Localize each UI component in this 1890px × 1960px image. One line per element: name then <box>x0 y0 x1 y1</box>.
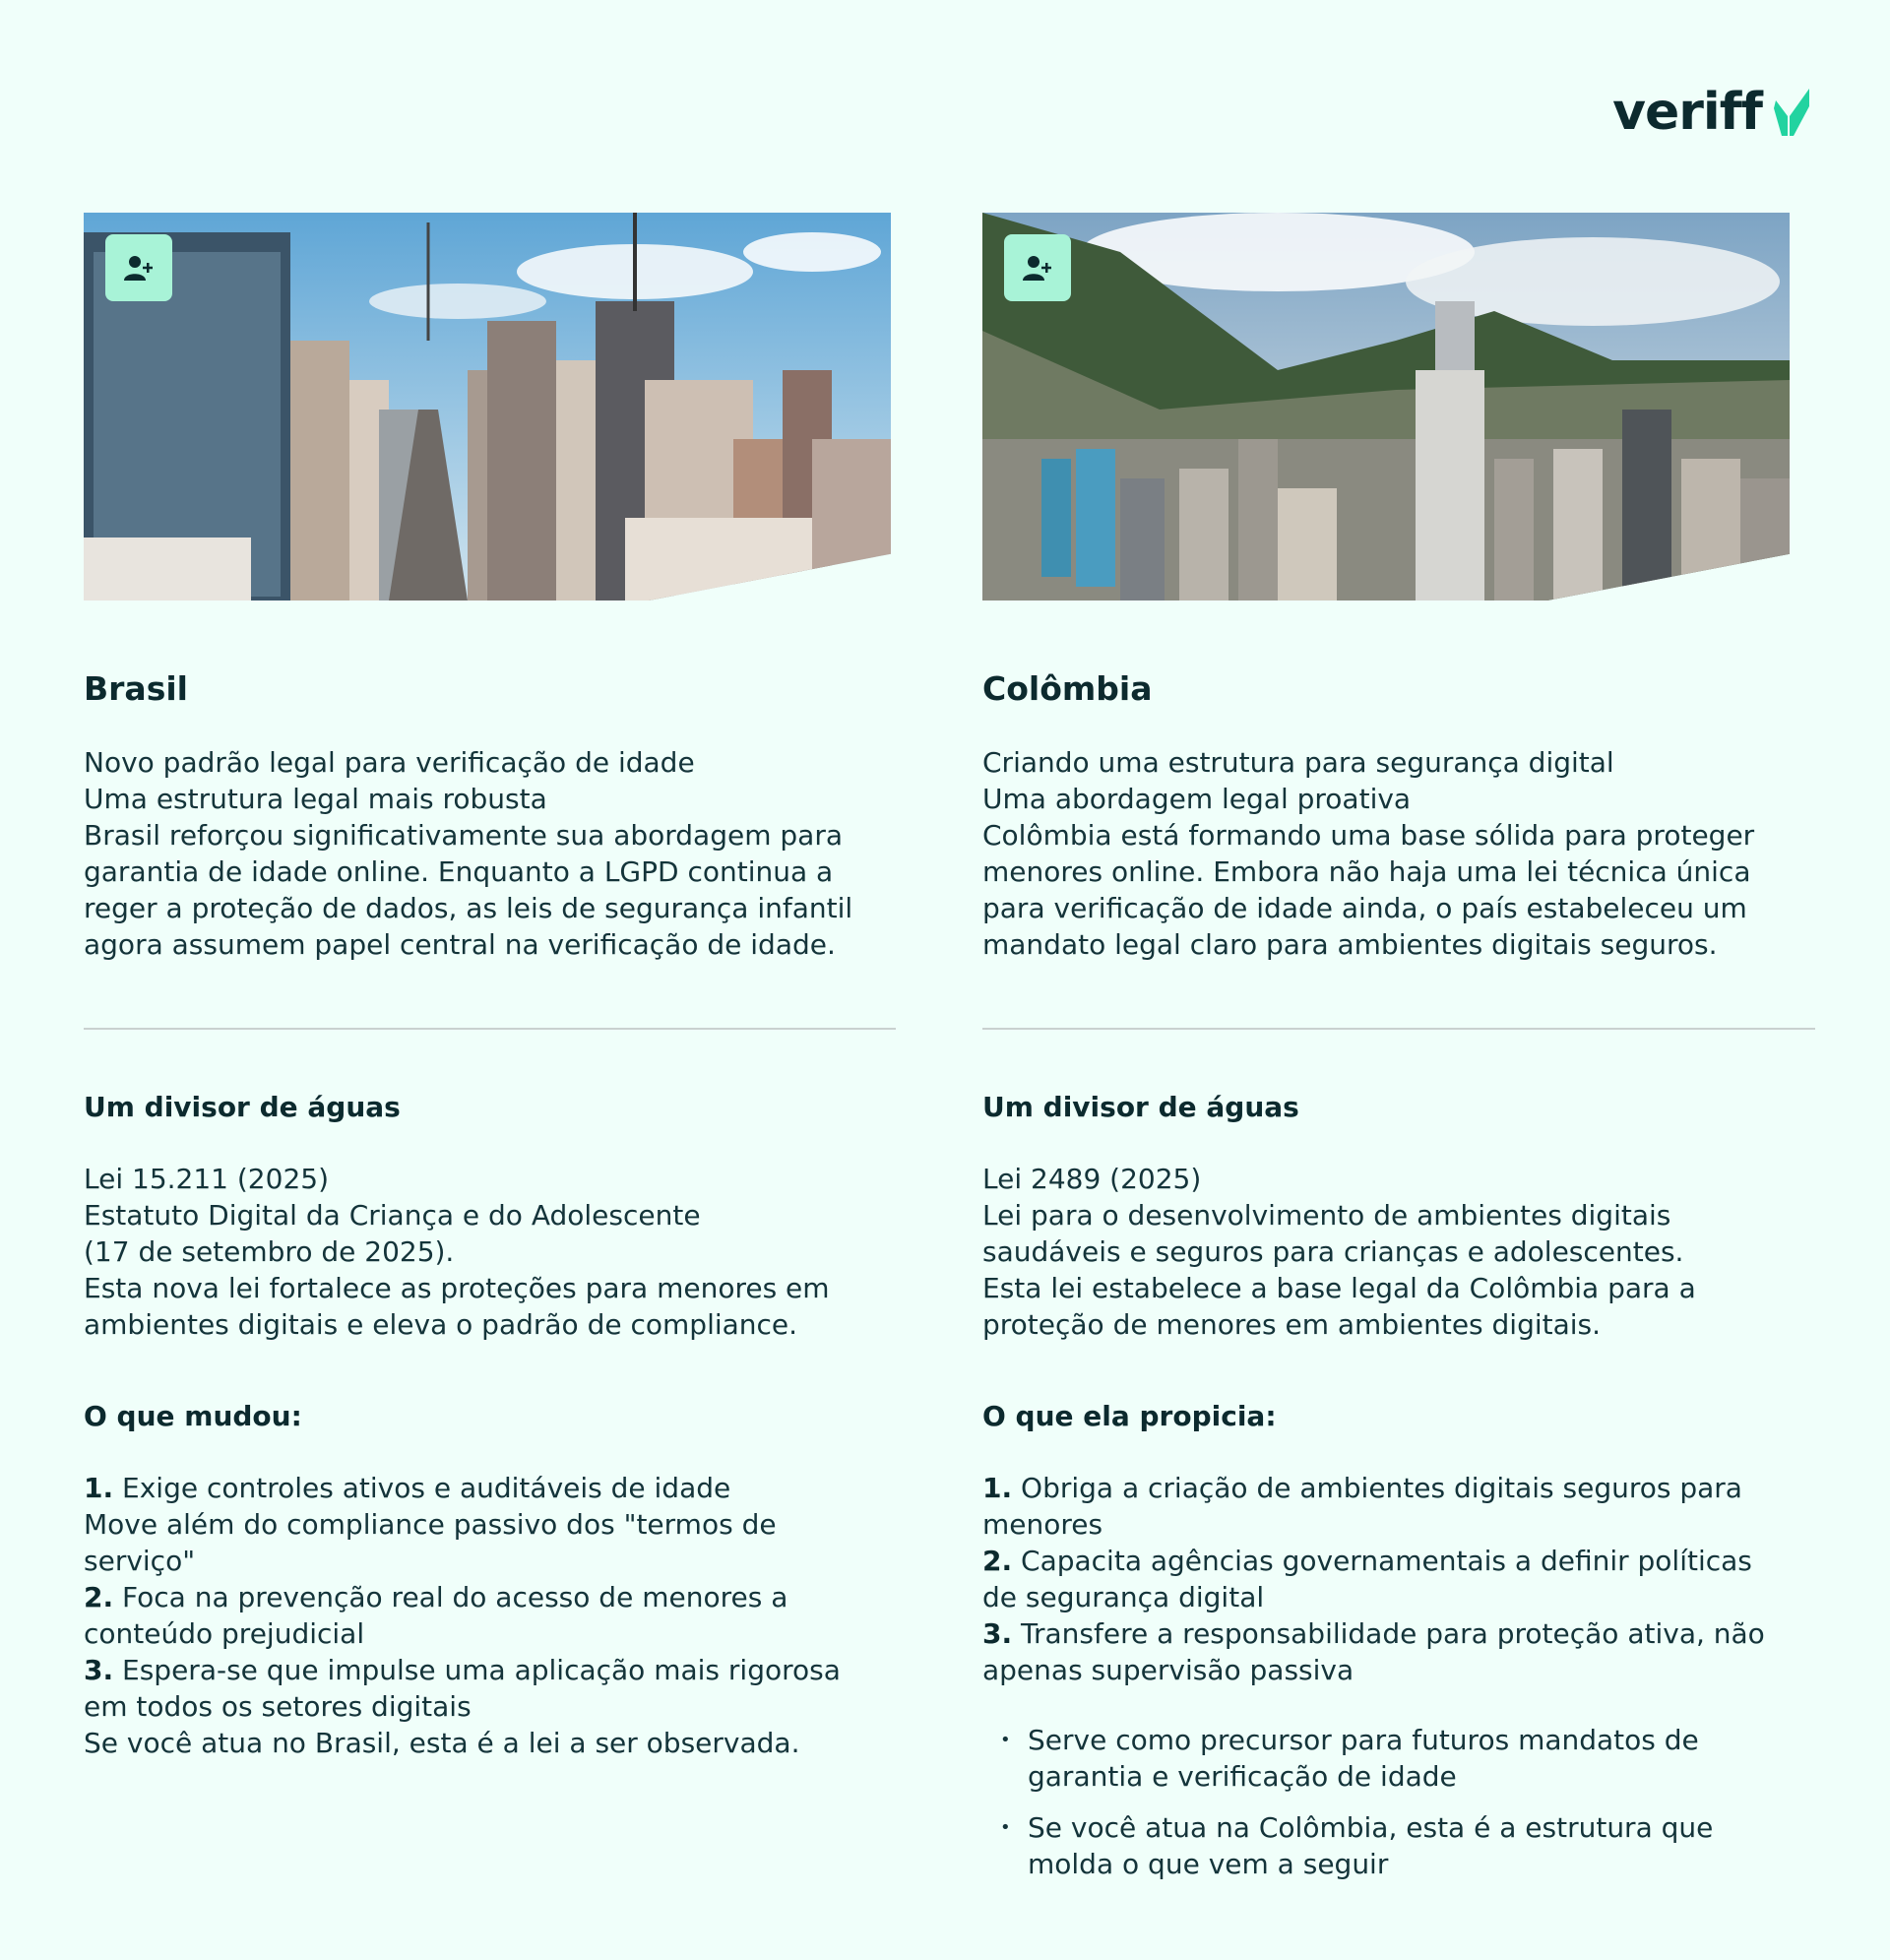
law-line: (17 de setembro de 2025). <box>84 1235 455 1268</box>
intro-line: para verificação de idade ainda, o país estabeleceu um <box>982 892 1747 924</box>
intro-line: Colômbia está formando uma base sólida para proteger <box>982 819 1755 852</box>
law-line: Esta nova lei fortalece as proteções para menores em <box>84 1272 830 1304</box>
closing-line: Se você atua no Brasil, esta é a lei a ser observada. <box>84 1727 800 1759</box>
list-item: 1. Obriga a criação de ambientes digitais seguros para <box>982 1472 1742 1504</box>
list-item-cont: em todos os setores digitais <box>84 1690 472 1723</box>
divider <box>982 1028 1815 1030</box>
intro-line: garantia de idade online. Enquanto a LGPD continua a <box>84 855 834 888</box>
intro-line: reger a proteção de dados, as leis de segurança infantil <box>84 892 853 924</box>
intro-line: menores online. Embora não haja uma lei técnica única <box>982 855 1751 888</box>
colombia-bullets <box>982 1722 1815 1882</box>
logo-text: veriff <box>1612 83 1762 142</box>
list-item: 3. Transfere a responsabilidade para proteção ativa, não <box>982 1617 1765 1650</box>
intro-line: Uma estrutura legal mais robusta <box>84 783 547 815</box>
brazil-intro <box>84 744 896 963</box>
list-item: 1. Exige controles ativos e auditáveis de idade <box>84 1472 731 1504</box>
intro-line: Criando uma estrutura para segurança digital <box>982 746 1614 779</box>
brazil-law <box>84 1161 896 1343</box>
colombia-column <box>982 213 1815 1898</box>
bullet-item: • Se você atua na Colômbia, esta é a estrutura que molda o que vem a seguir <box>982 1809 1815 1882</box>
intro-line: Novo padrão legal para verificação de idade <box>84 746 695 779</box>
law-line: Lei 2489 (2025) <box>982 1163 1202 1195</box>
colombia-subhead: Um divisor de águas <box>982 1091 1299 1123</box>
colombia-intro <box>982 744 1815 963</box>
add-user-badge <box>1004 234 1071 301</box>
divider <box>84 1028 896 1030</box>
list-item: 3. Espera-se que impulse uma aplicação mais rigorosa <box>84 1654 841 1686</box>
colombia-list-heading: O que ela propicia: <box>982 1400 1277 1432</box>
law-line: proteção de menores em ambientes digitais. <box>982 1308 1602 1341</box>
add-user-icon <box>1021 251 1054 285</box>
bullet-item: • Serve como precursor para futuros mandatos de garantia e verificação de idade <box>982 1722 1815 1795</box>
colombia-law <box>982 1161 1815 1343</box>
list-item-cont: serviço" <box>84 1545 196 1577</box>
colombia-title: Colômbia <box>982 669 1153 708</box>
veriff-logo <box>1612 83 1811 142</box>
add-user-icon <box>122 251 156 285</box>
brazil-column <box>84 213 896 1761</box>
brazil-title: Brasil <box>84 669 188 708</box>
list-item-cont: conteúdo prejudicial <box>84 1617 365 1650</box>
intro-line: Uma abordagem legal proativa <box>982 783 1412 815</box>
law-line: Esta lei estabelece a base legal da Colômbia para a <box>982 1272 1696 1304</box>
sao-paulo-photo <box>84 213 891 601</box>
veriff-leaf-icon <box>1772 87 1811 138</box>
list-item: 2. Capacita agências governamentais a definir políticas <box>982 1545 1752 1577</box>
colombia-enables-list <box>982 1470 1815 1688</box>
list-item-cont: Move além do compliance passivo dos "termos de <box>84 1508 777 1541</box>
law-line: ambientes digitais e eleva o padrão de compliance. <box>84 1308 798 1341</box>
list-item-cont: menores <box>982 1508 1103 1541</box>
law-line: saudáveis e seguros para crianças e adolescentes. <box>982 1235 1684 1268</box>
law-line: Lei para o desenvolvimento de ambientes digitais <box>982 1199 1671 1232</box>
intro-line: Brasil reforçou significativamente sua abordagem para <box>84 819 843 852</box>
law-line: Estatuto Digital da Criança e do Adolescente <box>84 1199 701 1232</box>
brazil-list-heading: O que mudou: <box>84 1400 302 1432</box>
list-item-cont: apenas supervisão passiva <box>982 1654 1354 1686</box>
add-user-badge <box>105 234 172 301</box>
law-line: Lei 15.211 (2025) <box>84 1163 329 1195</box>
intro-line: mandato legal claro para ambientes digitais seguros. <box>982 928 1718 961</box>
list-item-cont: de segurança digital <box>982 1581 1265 1613</box>
brazil-subhead: Um divisor de águas <box>84 1091 401 1123</box>
brazil-changes-list <box>84 1470 896 1761</box>
list-item: 2. Foca na prevenção real do acesso de menores a <box>84 1581 788 1613</box>
bogota-photo <box>982 213 1790 601</box>
intro-line: agora assumem papel central na verificação de idade. <box>84 928 836 961</box>
